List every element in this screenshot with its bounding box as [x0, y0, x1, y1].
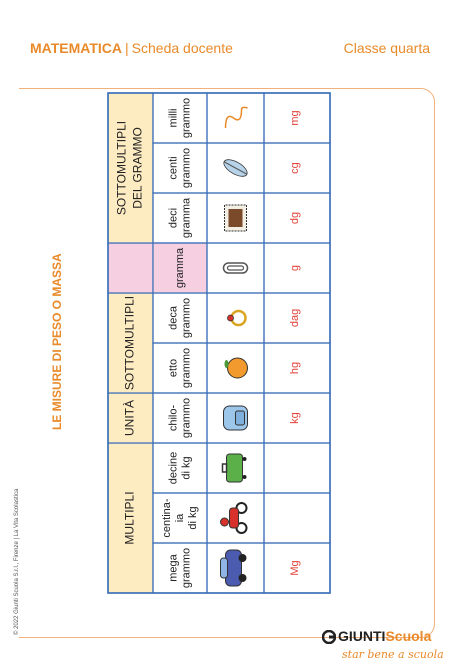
- ring-gem: [228, 315, 234, 321]
- unit-name-text: grammo: [180, 147, 193, 189]
- suitcase-handle: [223, 464, 227, 472]
- unit-name-text: grammo: [180, 397, 193, 439]
- page-header: [30, 40, 430, 60]
- unit-name-text: ia: [173, 513, 186, 523]
- logo-tagline: star bene a scuola: [342, 648, 444, 661]
- logo-brand-2: Scuola: [385, 628, 432, 644]
- icon-cell: [207, 243, 264, 293]
- unit-name-text: di kg: [180, 456, 193, 480]
- car-icon: [221, 550, 247, 586]
- motorbike-icon: [221, 503, 247, 533]
- unit-name-text: gramma: [173, 247, 186, 289]
- units-table: [100, 85, 332, 615]
- group-label-sottomultipli: SOTTOMULTIPLI: [122, 295, 137, 391]
- suitcase-wheel: [243, 457, 247, 461]
- separator: |: [125, 40, 129, 56]
- giunti-logo: [322, 628, 452, 668]
- page-title: LE MISURE DI PESO O MASSA: [50, 253, 64, 430]
- orange-leaf: [225, 360, 229, 368]
- car-wheel: [239, 574, 247, 582]
- header-left: [30, 40, 233, 56]
- unit-symbol-text: kg: [288, 412, 301, 424]
- suitcase-wheel: [243, 475, 247, 479]
- ring-icon: [228, 311, 246, 325]
- grade-label: Classe quarta: [343, 40, 430, 56]
- logo-brand-1: GIUNTI: [338, 628, 386, 644]
- feather-icon: [221, 156, 250, 179]
- subject-label: MATEMATICA: [30, 40, 123, 56]
- group-label-sottomultipli-grammo-1: SOTTOMULTIPLI: [114, 120, 129, 216]
- group-label-sottomultipli-grammo-2: DEL GRAMMO: [130, 127, 145, 209]
- orange-icon: [225, 358, 248, 378]
- car-window: [221, 558, 228, 578]
- unit-name-text: chilo-: [167, 404, 180, 432]
- unit-symbol-text: dg: [288, 211, 301, 225]
- suitcase-icon: [223, 454, 247, 482]
- group-label-multipli: MULTIPLI: [122, 491, 137, 545]
- group-label-unita: UNITÀ: [122, 400, 137, 436]
- unit-name-text: centi: [167, 156, 180, 180]
- unit-name-text: centina-: [160, 498, 173, 538]
- unit-name-text: grammo: [180, 347, 193, 389]
- hair-strand: [226, 107, 248, 128]
- paperclip-icon: [224, 263, 248, 273]
- car-wheel: [239, 554, 247, 562]
- unit-symbol-text: g: [288, 264, 301, 272]
- suitcase-body: [227, 454, 243, 482]
- doc-type-label: Scheda docente: [131, 40, 233, 56]
- hair-icon: [226, 107, 248, 128]
- unit-name-text: di kg: [186, 506, 199, 530]
- orange-fruit: [228, 358, 248, 378]
- unit-name-text: gramma: [180, 197, 193, 239]
- stamp-picture: [229, 209, 243, 227]
- unit-name-text: milli: [167, 108, 180, 128]
- unit-name-text: mega: [167, 554, 180, 582]
- symbol-cell: [264, 443, 330, 493]
- unit-symbol-text: Mg: [288, 560, 301, 576]
- unit-name-text: decine: [167, 451, 180, 485]
- symbol-cell: [264, 493, 330, 543]
- clip-inner: [228, 266, 244, 270]
- stamp-icon: [225, 205, 247, 231]
- unit-symbol-text: cg: [288, 162, 301, 174]
- unit-symbol-text: dag: [288, 308, 301, 328]
- unit-name-text: etto: [167, 358, 180, 378]
- group-cell-grammo: [108, 243, 153, 293]
- unit-name-text: grammo: [180, 297, 193, 339]
- bike-rider: [221, 518, 229, 526]
- logo-mark-icon: [322, 630, 336, 644]
- unit-symbol-text: mg: [288, 110, 301, 126]
- unit-name-text: grammo: [180, 547, 193, 589]
- backpack-pocket: [236, 411, 245, 425]
- unit-name-text: grammo: [180, 97, 193, 139]
- logo-brand: [338, 628, 431, 644]
- bike-body: [230, 508, 239, 528]
- icon-cell: [207, 93, 264, 143]
- unit-symbol-text: hg: [288, 361, 301, 375]
- unit-name-text: deca: [167, 306, 180, 330]
- copyright-text: © 2022 Giunti Scuola S.r.l., Firenze | La Vita Scolastica: [14, 488, 20, 635]
- icon-cell: [207, 293, 264, 343]
- backpack-icon: [224, 406, 248, 430]
- unit-name-text: deci: [167, 207, 180, 229]
